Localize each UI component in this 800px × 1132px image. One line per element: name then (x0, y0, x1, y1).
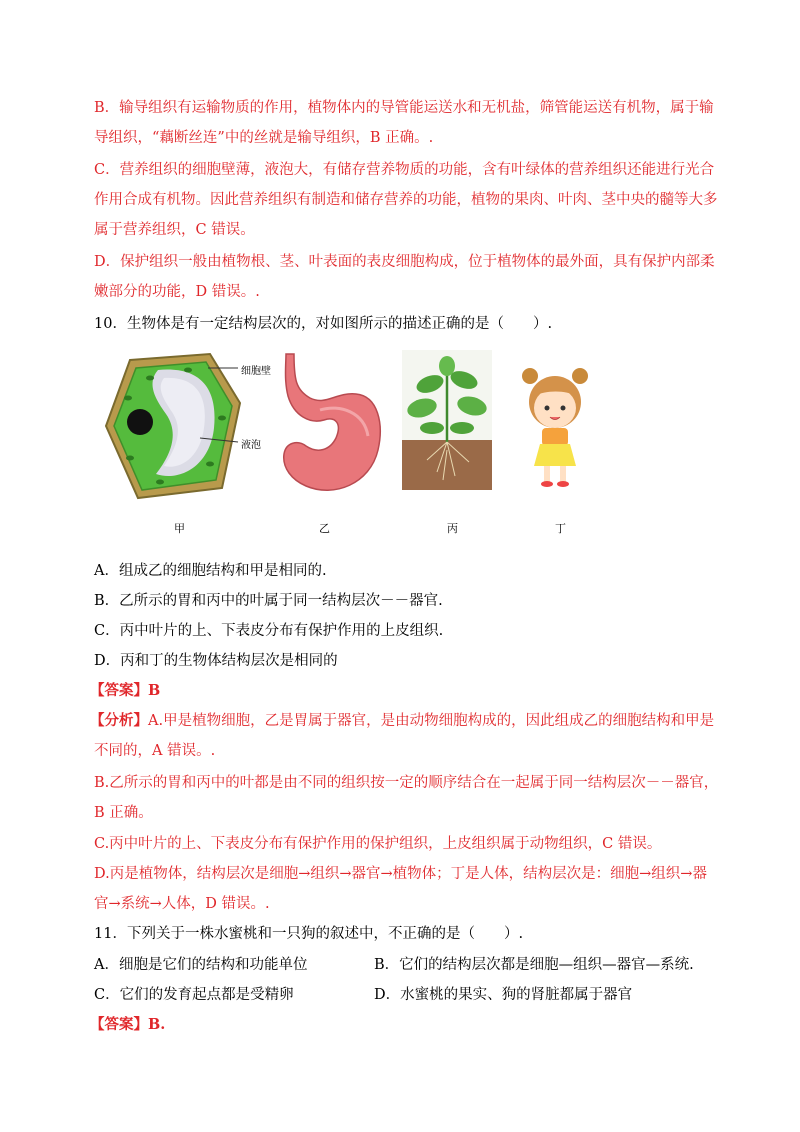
analysis-d-line2: 嫩部分的功能，D 错误。. (94, 284, 260, 300)
q10-answer (90, 681, 160, 701)
q10-analysis-a-line2: 不同的，A 错误。. (94, 743, 216, 759)
analysis-c-line3: 属于营养组织，C 错误。 (94, 222, 255, 238)
q10-option-b: B．乙所示的胃和丙中的叶属于同一结构层次－－器官. (94, 593, 443, 609)
stomach-figure (280, 350, 390, 500)
girl-figure (520, 362, 590, 492)
q10-analysis-d-line1: D.丙是植物体，结构层次是细胞→组织→器官→植物体；丁是人体，结构层次是：细胞→组织→器 (94, 866, 707, 882)
q11-answer-label: 【答案】 (90, 1016, 148, 1033)
q10-option-d: D．丙和丁的生物体结构层次是相同的 (94, 653, 338, 669)
q11-stem: 11．下列关于一株水蜜桃和一只狗的叙述中，不正确的是（ ）. (94, 926, 524, 942)
q11-answer-value: B. (148, 1016, 166, 1033)
analysis-c-line2: 作用合成有机物。因此营养组织有制造和储存营养的功能，植物的果肉、叶肉、茎中央的髓等大多 (94, 192, 718, 208)
q10-analysis-b-line1: B.乙所示的胃和丙中的叶都是由不同的组织按一定的顺序结合在一起属于同一结构层次－－器官， (94, 775, 719, 791)
q10-option-c: C．丙中叶片的上、下表皮分布有保护作用的上皮组织. (94, 623, 444, 639)
analysis-b-line1: B．输导组织有运输物质的作用，植物体内的导管能运送水和无机盐，筛管能运送有机物，属于输 (94, 100, 714, 116)
caption-jia: 甲 (174, 522, 185, 535)
q10-analysis-d-line2: 官→系统→人体，D 错误。. (94, 896, 270, 912)
q11-answer (90, 1015, 165, 1035)
analysis-d-line1: D．保护组织一般由植物根、茎、叶表面的表皮细胞构成，位于植物体的最外面，具有保护内部柔 (94, 254, 715, 270)
q10-stem: 10．生物体是有一定结构层次的，对如图所示的描述正确的是（ ）. (94, 316, 553, 332)
q10-analysis-b-line2: B 正确。 (94, 805, 153, 821)
vacuole-label: 液泡 (241, 440, 261, 451)
q11-option-d: D．水蜜桃的果实、狗的肾脏都属于器官 (374, 987, 633, 1003)
plant-figure (402, 350, 492, 490)
q11-option-a: A．细胞是它们的结构和功能单位 (94, 957, 308, 973)
analysis-label: 【分析】 (90, 712, 148, 729)
caption-bing: 丙 (447, 522, 458, 535)
analysis-c-line1: C．营养组织的细胞壁薄，液泡大，有储存营养物质的功能，含有叶绿体的营养组织还能进行光合 (94, 162, 715, 178)
q11-option-b: B．它们的结构层次都是细胞—组织—器官—系统. (374, 957, 694, 973)
caption-yi: 乙 (319, 522, 330, 535)
cell-wall-label: 细胞壁 (241, 366, 271, 377)
analysis-b-line2: 导组织，“藕断丝连”中的丝就是输导组织，B 正确。. (94, 130, 434, 146)
q10-option-a: A．组成乙的细胞结构和甲是相同的. (94, 563, 327, 579)
q10-analysis-a-line1 (90, 711, 714, 731)
answer-label: 【答案】 (90, 682, 148, 699)
caption-ding: 丁 (555, 522, 566, 535)
q11-option-c: C．它们的发育起点都是受精卵 (94, 987, 294, 1003)
analysis-a-text: A.甲是植物细胞，乙是胃属于器官，是由动物细胞构成的，因此组成乙的细胞结构和甲是 (148, 713, 715, 729)
q10-analysis-c-line1: C.丙中叶片的上、下表皮分布有保护作用的保护组织，上皮组织属于动物组织，C 错误。 (94, 836, 662, 852)
answer-value: B (148, 682, 161, 699)
